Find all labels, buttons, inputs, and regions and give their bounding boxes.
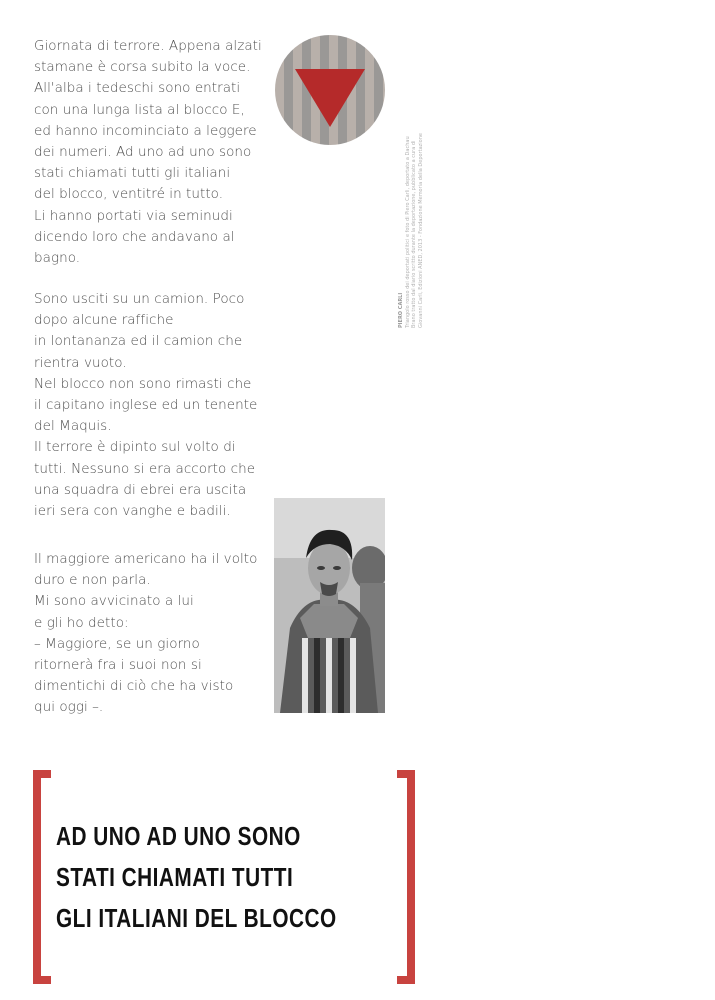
text-line: stamane è corsa subito la voce. [34,59,251,76]
text-line: dei numeri. Ad uno ad uno sono [34,144,252,161]
text-line: Nel blocco non sono rimasti che [34,375,252,392]
text-line: del blocco, ventitré in tutto. [34,186,224,203]
text-line: dicendo loro che andavano al [34,228,235,245]
text-line: stati chiamati tutti gli italiani [34,165,231,182]
red-triangle-icon [275,35,385,145]
text-line: qui oggi –. [34,699,104,716]
text-line: bagno. [34,250,81,267]
triangle-shape [295,69,365,127]
deportee-portrait-photo [274,498,385,713]
text-line: Giornata di terrore. Appena alzati [34,38,262,54]
caption-line: Brano tratto dal diario scritto durante la deportazione, pubblicato a cura di [411,140,417,328]
text-line: Mi sono avvicinato a lui [34,593,194,610]
image-credit-caption [398,38,432,328]
text-line: il capitano inglese ed un tenente [34,397,258,414]
pull-quote-line: STATI CHIAMATI TUTTI [56,862,294,892]
text-line: Il maggiore americano ha il volto [34,551,258,567]
caption-line: Triangolo rosso dei deportati politici e foto di Piero Carli, deportato a Dachau [404,136,411,328]
text-line: del Maquis. [34,418,112,435]
text-line: ritornerà fra i suoi non si [34,657,202,674]
portrait-image [274,498,385,713]
text-line: duro e non parla. [34,572,151,589]
text-line: Il terrore è dipinto sul volto di [34,439,236,456]
text-line: dimentichi di ciò che ha visto [34,678,234,695]
text-line: Sono usciti su un camion. Poco [34,291,245,307]
text-line: Li hanno portati via seminudi [34,207,233,224]
text-line: All'alba i tedeschi sono entrati [34,80,241,97]
red-triangle-badge-image [275,35,385,145]
pull-quote-line: AD UNO AD UNO SONO [56,821,301,851]
text-line: una squadra di ebrei era uscita [34,481,247,498]
pull-quote [56,816,337,939]
pull-quote-line: GLI ITALIANI DEL BLOCCO [56,903,337,933]
text-line: ieri sera con vanghe e badili. [34,503,231,520]
caption-line: Giovanni Carli, Edizioni ANED, 2013 - Fondazione Memoria della Deportazione [417,133,424,328]
text-line: in lontananza ed il camion che [34,333,243,350]
quote-bracket-right [397,770,415,984]
diary-paragraph-3 [34,549,257,719]
text-line: dopo alcune raffiche [34,312,174,329]
quote-bracket-left [33,770,51,984]
text-line: ed hanno incominciato a leggere [34,122,257,139]
text-line: e gli ho detto: [34,614,129,631]
text-line: rientra vuoto. [34,354,127,371]
caption-name: PIERO CARLI [398,292,404,328]
diary-paragraph-2 [34,289,257,522]
diary-paragraph-1 [34,36,262,269]
text-line: tutti. Nessuno si era accorto che [34,460,256,477]
text-line: – Maggiore, se un giorno [34,635,200,652]
text-line: con una lunga lista al blocco E, [34,101,245,118]
